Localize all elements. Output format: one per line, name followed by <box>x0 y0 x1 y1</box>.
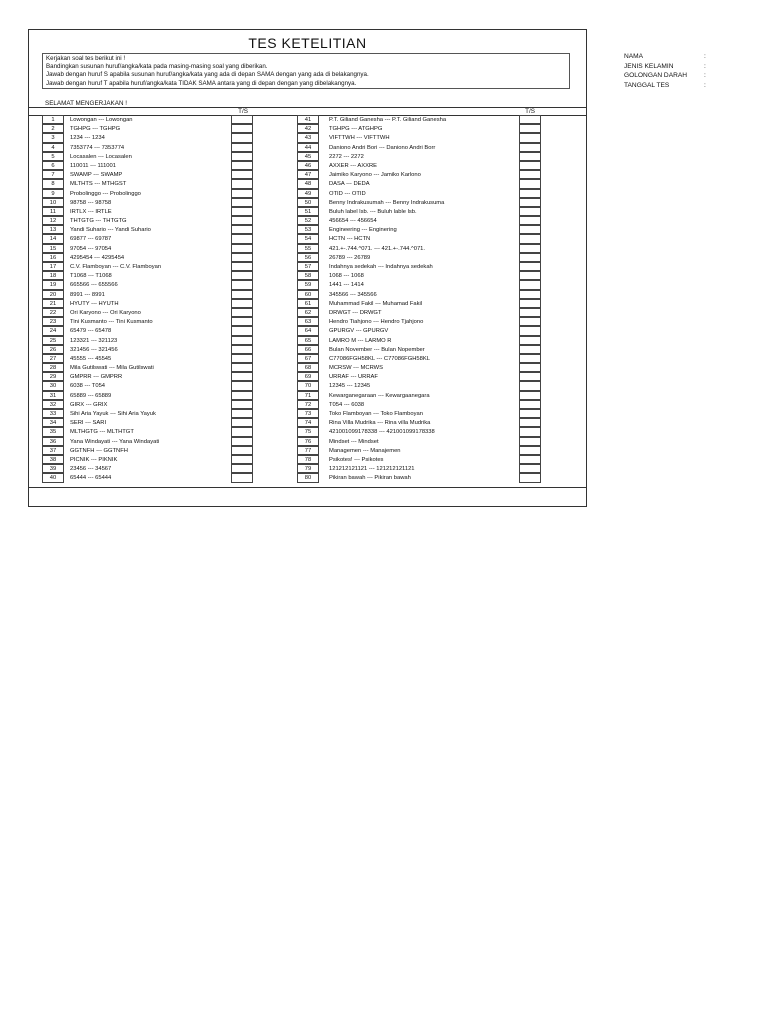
question-number: 55 <box>297 244 319 253</box>
answer-box[interactable] <box>519 189 541 198</box>
question-number: 2 <box>42 124 64 133</box>
answer-box[interactable] <box>519 446 541 455</box>
answer-box[interactable] <box>519 244 541 253</box>
question-number: 48 <box>297 179 319 188</box>
question-text: Toko Flamboyan --- Toko Flamboyan <box>329 411 423 417</box>
question-number: 43 <box>297 133 319 142</box>
question-number: 38 <box>42 455 64 464</box>
question-number: 60 <box>297 290 319 299</box>
answer-box[interactable] <box>519 170 541 179</box>
question-text: 2272 --- 2272 <box>329 153 364 160</box>
answer-box[interactable] <box>519 409 541 418</box>
question-number: 24 <box>42 326 64 335</box>
answer-box[interactable] <box>231 418 253 427</box>
info-label: TANGGAL TES <box>624 81 670 89</box>
participant-info <box>624 52 714 90</box>
answer-box[interactable] <box>231 280 253 289</box>
question-number: 45 <box>297 152 319 161</box>
question-number: 9 <box>42 189 64 198</box>
answer-box[interactable] <box>519 234 541 243</box>
answer-box[interactable] <box>231 143 253 152</box>
answer-box[interactable] <box>231 409 253 418</box>
question-number: 51 <box>297 207 319 216</box>
question-number: 17 <box>42 262 64 271</box>
question-number: 7 <box>42 170 64 179</box>
divider <box>29 107 586 108</box>
question-number: 1 <box>42 115 64 124</box>
question-number: 18 <box>42 271 64 280</box>
question-number: 41 <box>297 115 319 124</box>
answer-box[interactable] <box>519 124 541 133</box>
question-number: 77 <box>297 446 319 455</box>
answer-box[interactable] <box>231 271 253 280</box>
answer-box[interactable] <box>231 133 253 142</box>
question-number: 27 <box>42 354 64 363</box>
question-text: PICNIK --- PIKNIK <box>70 456 118 463</box>
question-text: 421001099178338 --- 421001099178338 <box>329 429 435 436</box>
question-text: Managemen --- Manajemen <box>329 447 401 454</box>
question-text: AXXER --- AXXRE <box>329 162 377 169</box>
answer-box[interactable] <box>231 437 253 446</box>
question-text: IRTLX --- IRTLE <box>70 208 112 215</box>
answer-box[interactable] <box>231 299 253 308</box>
answer-box[interactable] <box>231 179 253 188</box>
answer-box[interactable] <box>231 115 253 124</box>
answer-box[interactable] <box>231 363 253 372</box>
question-number: 33 <box>42 409 64 418</box>
question-number: 62 <box>297 308 319 317</box>
question-text: Yana Windayati --- Yana Windayati <box>70 438 160 445</box>
answer-box[interactable] <box>231 345 253 354</box>
question-number: 54 <box>297 234 319 243</box>
question-number: 73 <box>297 409 319 418</box>
greeting: SELAMAT MENGERJAKAN ! <box>45 100 127 107</box>
info-row <box>624 81 714 91</box>
answer-box[interactable] <box>519 280 541 289</box>
answer-box[interactable] <box>231 391 253 400</box>
page-title: TES KETELITIAN <box>248 35 367 51</box>
answer-box[interactable] <box>519 317 541 326</box>
question-text: Psikotes! --- Psikotes <box>329 456 384 463</box>
question-number: 75 <box>297 427 319 436</box>
answer-box[interactable] <box>519 418 541 427</box>
info-label: GOLONGAN DARAH <box>624 72 688 80</box>
answer-box[interactable] <box>519 354 541 363</box>
question-text: 65479 --- 65478 <box>70 328 112 335</box>
question-number: 44 <box>297 143 319 152</box>
question-text: OTID --- OTID <box>329 190 366 197</box>
answer-box[interactable] <box>519 326 541 335</box>
info-value-field[interactable]: : <box>704 72 706 80</box>
question-text: HYUTY --- HYUTH <box>70 300 119 307</box>
question-text: 8991 --- 8991 <box>70 291 105 298</box>
answer-box[interactable] <box>519 308 541 317</box>
answer-box[interactable] <box>231 317 253 326</box>
instruction-line: Bandingkan susunan huruf/angka/kata pada masing-masing soal yang diberikan. <box>46 63 268 71</box>
question-text: HCTN --- HCTN <box>329 236 371 243</box>
question-number: 31 <box>42 391 64 400</box>
question-text: 1234 --- 1234 <box>70 135 105 142</box>
answer-box[interactable] <box>519 262 541 271</box>
question-number: 74 <box>297 418 319 427</box>
answer-box[interactable] <box>519 299 541 308</box>
answer-box[interactable] <box>519 179 541 188</box>
question-text: Sihi Aria Yayuk --- Sihi Aria Yayuk <box>70 411 156 417</box>
question-number: 42 <box>297 124 319 133</box>
question-text: URRAF --- URRAF <box>329 374 378 381</box>
question-number: 28 <box>42 363 64 372</box>
answer-box[interactable] <box>519 345 541 354</box>
answer-header-right: T/S <box>525 108 535 115</box>
question-text: GIRX --- GRIX <box>70 401 108 408</box>
answer-box[interactable] <box>519 336 541 345</box>
answer-box[interactable] <box>231 455 253 464</box>
question-text: Kewarganegaraan --- Kewargaanegara <box>329 392 430 399</box>
answer-box[interactable] <box>231 225 253 234</box>
question-number: 76 <box>297 437 319 446</box>
question-text: Rina Villa Mudrika --- Rina villa Mudrika <box>329 420 431 427</box>
question-number: 4 <box>42 143 64 152</box>
question-text: Mindset --- Mindset <box>329 438 379 445</box>
question-number: 72 <box>297 400 319 409</box>
answer-box[interactable] <box>231 427 253 436</box>
question-text: DASA --- DEDA <box>329 181 370 188</box>
question-number: 3 <box>42 133 64 142</box>
info-row <box>624 62 714 72</box>
question-text: LAMRO M --- LARMO R <box>329 337 392 344</box>
question-text: Jaimiko Karyono --- Jamiko Karlono <box>329 172 421 179</box>
info-value-field[interactable]: : <box>704 53 706 60</box>
question-number: 35 <box>42 427 64 436</box>
question-number: 59 <box>297 280 319 289</box>
answer-box[interactable] <box>231 290 253 299</box>
answer-box[interactable] <box>519 115 541 124</box>
answer-box[interactable] <box>519 363 541 372</box>
answer-box[interactable] <box>231 189 253 198</box>
answer-box[interactable] <box>519 473 541 482</box>
question-text: VIFTTWH --- VIFTTWH <box>329 135 390 142</box>
answer-box[interactable] <box>519 427 541 436</box>
question-number: 56 <box>297 253 319 262</box>
info-label: JENIS KELAMIN <box>624 62 674 70</box>
question-number: 79 <box>297 464 319 473</box>
answer-box[interactable] <box>519 391 541 400</box>
question-text: Bulan November --- Bulan Nopember <box>329 346 425 353</box>
question-text: 45555 --- 45545 <box>70 355 112 362</box>
question-text: 345566 --- 345566 <box>329 291 377 298</box>
answer-box[interactable] <box>519 437 541 446</box>
question-text: T1068 --- T1068 <box>70 273 112 280</box>
answer-box[interactable] <box>231 152 253 161</box>
info-value-field[interactable]: : <box>704 62 706 70</box>
answer-box[interactable] <box>519 216 541 225</box>
question-text: Benny Indrakusumah --- Benny Indrakusuma <box>329 199 445 206</box>
question-number: 63 <box>297 317 319 326</box>
instruction-line: Kerjakan soal tes berikut ini ! <box>46 55 126 62</box>
answer-box[interactable] <box>231 400 253 409</box>
question-text: Tini Kusmanto --- Tini Kusmanto <box>70 319 153 326</box>
question-number: 39 <box>42 464 64 473</box>
question-number: 71 <box>297 391 319 400</box>
divider <box>29 487 586 488</box>
instructions-box <box>42 53 570 89</box>
question-text: Daniono Andri Bori --- Daniono Andri Borr <box>329 144 436 151</box>
question-text: DRWGT --- DRWGT <box>329 309 382 316</box>
question-text: MLTHTS --- MTHGST <box>70 181 127 188</box>
question-number: 20 <box>42 290 64 299</box>
question-number: 68 <box>297 363 319 372</box>
question-text: 121212121121 --- 121212121121 <box>329 466 415 473</box>
question-number: 6 <box>42 161 64 170</box>
question-text: Buluh label lsb. --- Buluh lable lsb. <box>329 208 417 215</box>
question-number: 29 <box>42 372 64 381</box>
question-text: MCRSW --- MCRWS <box>329 365 383 372</box>
question-number: 11 <box>42 207 64 216</box>
question-number: 25 <box>42 336 64 345</box>
answer-box[interactable] <box>519 253 541 262</box>
answer-box[interactable] <box>519 381 541 390</box>
answer-box[interactable] <box>519 198 541 207</box>
question-text: SERI --- SARI <box>70 420 107 427</box>
answer-box[interactable] <box>231 207 253 216</box>
question-text: GGTNFH --- GGTNFH <box>70 447 128 454</box>
info-label: NAMA <box>624 53 644 60</box>
question-number: 50 <box>297 198 319 207</box>
question-text: TGHPG --- TGHPG <box>70 126 121 133</box>
question-text: Lowongan --- Lowongan <box>70 117 133 123</box>
question-number: 69 <box>297 372 319 381</box>
question-text: 65444 --- 65444 <box>70 475 112 482</box>
question-number: 40 <box>42 473 64 482</box>
answer-header-left: T/S <box>238 108 248 115</box>
question-number: 65 <box>297 336 319 345</box>
question-number: 47 <box>297 170 319 179</box>
question-number: 19 <box>42 280 64 289</box>
question-text: 97054 --- 97054 <box>70 245 112 252</box>
question-text: P.T. Giliand Ganesha --- P.T. Giliand Ganesha <box>329 117 447 123</box>
answer-box[interactable] <box>231 336 253 345</box>
question-text: SWAMP --- SWAMP <box>70 172 123 179</box>
answer-box[interactable] <box>231 326 253 335</box>
instruction-line: Jawab dengan huruf T apabila huruf/angka/kata TIDAK SAMA antara yang di depan dengan yang dibelakangnya. <box>46 79 357 87</box>
question-number: 34 <box>42 418 64 427</box>
answer-box[interactable] <box>231 372 253 381</box>
question-text: TGHPG --- ATGHPG <box>329 126 383 133</box>
answer-box[interactable] <box>519 143 541 152</box>
answer-box[interactable] <box>231 446 253 455</box>
question-text: 123321 --- 321123 <box>70 337 118 344</box>
question-number: 67 <box>297 354 319 363</box>
answer-box[interactable] <box>519 225 541 234</box>
question-number: 21 <box>42 299 64 308</box>
question-number: 32 <box>42 400 64 409</box>
answer-box[interactable] <box>231 381 253 390</box>
question-number: 12 <box>42 216 64 225</box>
question-number: 30 <box>42 381 64 390</box>
question-number: 58 <box>297 271 319 280</box>
question-number: 66 <box>297 345 319 354</box>
question-text: 321456 --- 321456 <box>70 346 118 353</box>
answer-box[interactable] <box>231 262 253 271</box>
answer-box[interactable] <box>231 161 253 170</box>
answer-box[interactable] <box>519 372 541 381</box>
question-text: Mila Gutilswati --- Mila Gutilswati <box>70 365 154 372</box>
question-number: 36 <box>42 437 64 446</box>
question-text: 4295454 --- 4295454 <box>70 254 125 261</box>
question-text: 110011 --- 111001 <box>70 162 116 169</box>
answer-box[interactable] <box>519 464 541 473</box>
answer-box[interactable] <box>231 354 253 363</box>
answer-box[interactable] <box>519 290 541 299</box>
question-number: 10 <box>42 198 64 207</box>
question-number: 5 <box>42 152 64 161</box>
question-text: Indahnya sedekah --- Indahnya sedekah <box>329 264 433 270</box>
question-number: 64 <box>297 326 319 335</box>
question-number: 13 <box>42 225 64 234</box>
question-number: 78 <box>297 455 319 464</box>
question-number: 14 <box>42 234 64 243</box>
answer-box[interactable] <box>519 161 541 170</box>
table-row <box>42 474 586 483</box>
question-text: 665566 --- 655566 <box>70 282 118 289</box>
answer-box[interactable] <box>231 216 253 225</box>
question-text: T054 --- 6038 <box>329 401 365 408</box>
question-text: THTGTG --- THTGTG <box>70 218 127 225</box>
question-number: 8 <box>42 179 64 188</box>
question-number: 16 <box>42 253 64 262</box>
question-text: Yandi Suhario --- Yandi Suhario <box>70 227 151 234</box>
info-value-field[interactable]: : <box>704 81 706 89</box>
question-text: Probolinggo --- Probolinggo <box>70 190 141 197</box>
test-sheet <box>28 29 587 507</box>
question-text: GPURGV --- GPURGV <box>329 328 389 335</box>
question-text: 6038 --- T054 <box>70 383 106 390</box>
question-number: 46 <box>297 161 319 170</box>
answer-box[interactable] <box>519 152 541 161</box>
question-number: 15 <box>42 244 64 253</box>
question-text: 23456 --- 34567 <box>70 466 112 473</box>
question-text: GMPRR --- GMPRR <box>70 374 123 381</box>
question-text: Locasalen --- Locasalen <box>70 153 132 160</box>
question-number: 70 <box>297 381 319 390</box>
question-text: MLTHGTG --- MLTHTGT <box>70 429 134 436</box>
answer-box[interactable] <box>231 464 253 473</box>
question-number: 80 <box>297 473 319 482</box>
answer-box[interactable] <box>231 170 253 179</box>
info-row <box>624 71 714 81</box>
answer-box[interactable] <box>519 207 541 216</box>
answer-box[interactable] <box>231 253 253 262</box>
question-number: 52 <box>297 216 319 225</box>
question-text: 421.+-.744.^071. --- 421.+-.744.^071. <box>329 245 425 252</box>
question-text: 7353774 --- 7353774 <box>70 144 125 151</box>
question-text: C77086FGH58KL --- C77086FGH58KL <box>329 355 430 362</box>
answer-box[interactable] <box>519 133 541 142</box>
question-text: 26789 --- 26789 <box>329 254 371 261</box>
question-text: 65889 --- 65889 <box>70 392 112 399</box>
answer-box[interactable] <box>231 124 253 133</box>
answer-box[interactable] <box>231 473 253 482</box>
answer-box[interactable] <box>231 198 253 207</box>
question-number: 49 <box>297 189 319 198</box>
info-row <box>624 52 714 62</box>
question-number: 53 <box>297 225 319 234</box>
question-text: 12345 --- 12345 <box>329 383 371 390</box>
question-text: Muhammad Fakil --- Muhamad Fakil <box>329 300 423 307</box>
question-text: 1441 --- 1414 <box>329 282 364 289</box>
question-text: 456654 --- 456654 <box>329 218 377 225</box>
question-text: 69877 --- 69787 <box>70 236 112 243</box>
question-number: 57 <box>297 262 319 271</box>
question-text: Ori Karyono --- Ori Karyono <box>70 309 141 316</box>
answer-box[interactable] <box>231 244 253 253</box>
instruction-line: Jawab dengan huruf S apabila susunan huruf/angka/kata yang ada di depan SAMA dengan yang ada di belakangnya. <box>46 71 369 79</box>
question-number: 61 <box>297 299 319 308</box>
question-text: Hendro Tiahjono --- Hendro Tjahjono <box>329 319 424 326</box>
answer-box[interactable] <box>231 308 253 317</box>
question-text: Pikiran bawah --- Pikiran bawah <box>329 475 411 482</box>
answer-box[interactable] <box>231 234 253 243</box>
answer-box[interactable] <box>519 400 541 409</box>
question-text: 98758 --- 98758 <box>70 199 112 206</box>
question-text: 1068 --- 1068 <box>329 273 364 280</box>
question-number: 26 <box>42 345 64 354</box>
question-number: 22 <box>42 308 64 317</box>
answer-box[interactable] <box>519 271 541 280</box>
question-number: 37 <box>42 446 64 455</box>
question-text: Engineering --- Enginering <box>329 227 397 234</box>
answer-box[interactable] <box>519 455 541 464</box>
question-table <box>42 116 586 484</box>
question-text: C.V. Flamboyan --- C.V. Flamboyan <box>70 264 162 270</box>
question-number: 23 <box>42 317 64 326</box>
